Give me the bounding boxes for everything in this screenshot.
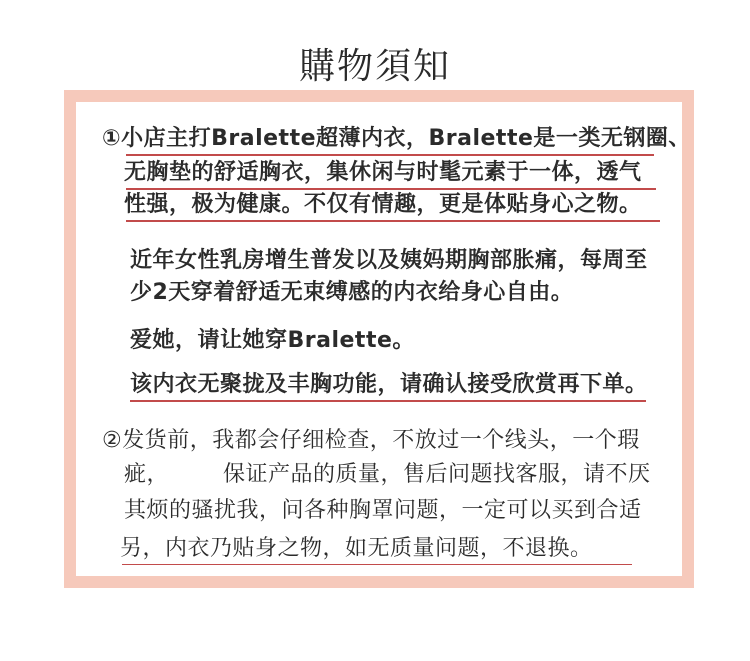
section2-line-1: ②发货前，我都会仔细检查，不放过一个线头，一个瑕 [102,428,640,453]
section2-line-4: 另，内衣乃贴身之物，如无质量问题，不退换。 [120,536,593,561]
section2-line-2 [124,460,651,490]
underline [126,154,654,156]
paragraph1-line-2: 少2天穿着舒适无束缚感的内衣给身心自由。 [130,280,574,305]
paragraph3: 该内衣无聚拢及丰胸功能，请确认接受欣赏再下单。 [130,372,648,397]
section1-line-3: 性强，极为健康。不仅有情趣，更是体贴身心之物。 [124,192,642,217]
section2-line-3: 其烦的骚扰我，问各种胸罩问题，一定可以买到合适 [124,498,642,523]
paragraph1-line-1: 近年女性乳房增生普发以及姨妈期胸部胀痛，每周至 [130,248,648,273]
notice-panel [76,102,691,576]
section2-line-2-end: 保证产品的质量，售后问题找客服，请不厌 [223,462,651,487]
section1-line-1: ①小店主打Bralette超薄内衣，Bralette是一类无钢圈、 [102,126,691,151]
section1-line-2: 无胸垫的舒适胸衣，集休闲与时髦元素于一体，透气 [124,160,642,185]
underline [126,220,660,222]
underline [130,400,646,402]
section2-line-2-start: 疵， [124,462,170,487]
page-title: 購物須知 [298,46,451,87]
notice-frame [64,90,694,588]
underline [122,564,632,565]
paragraph2: 爱她，请让她穿Bralette。 [130,328,415,353]
